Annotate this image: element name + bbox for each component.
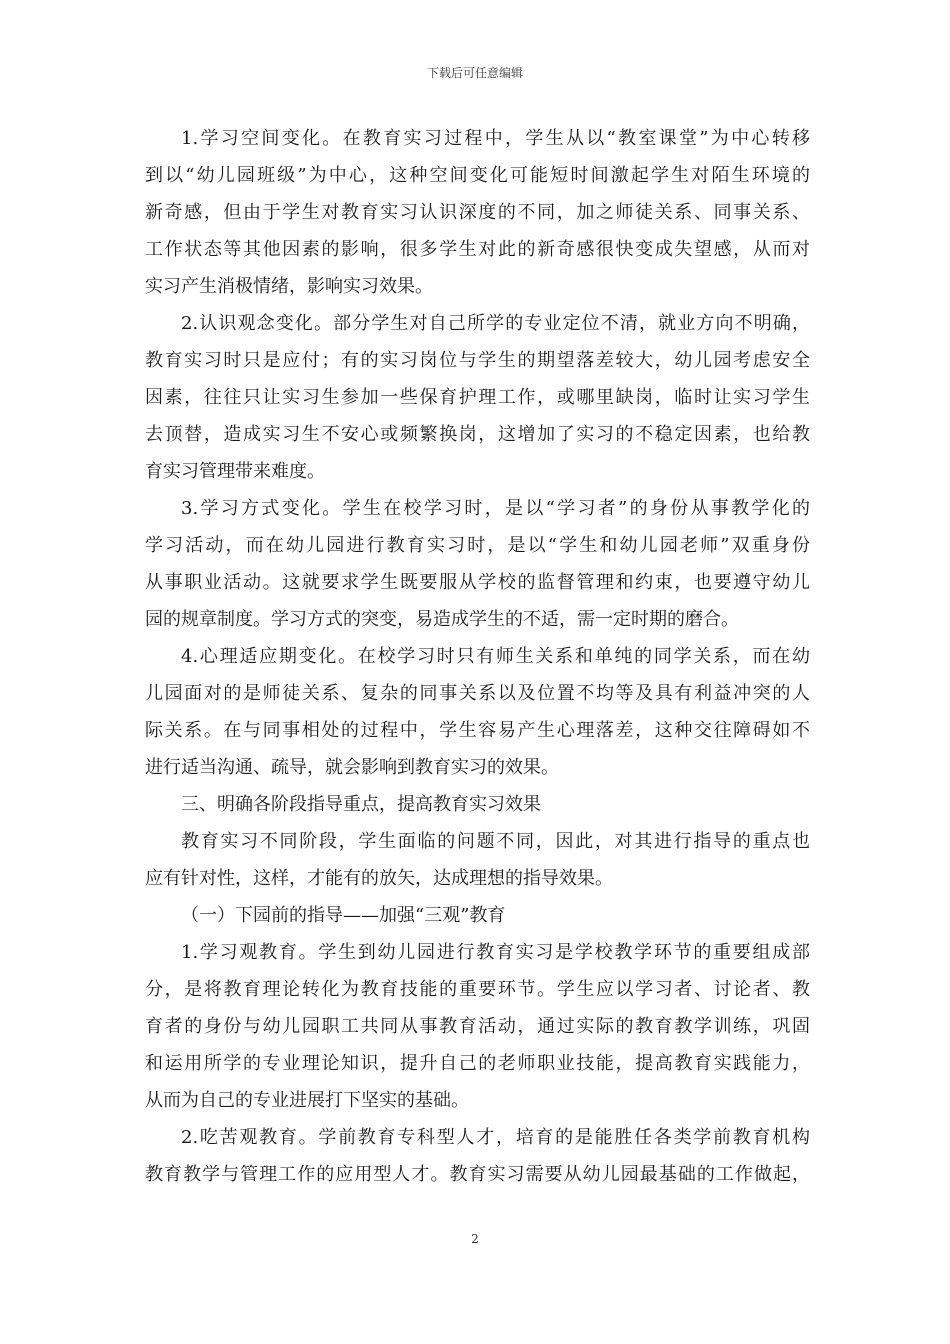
text-line: 4.心理适应期变化。在校学习时只有师生关系和单纯的同学关系，而在幼 <box>181 646 810 667</box>
text-line: 1.学习空间变化。在教育实习过程中，学生从以“教室课堂”为中心转移 <box>181 128 810 149</box>
text-line: 教育教学与管理工作的应用型人才。教育实习需要从幼儿园最基础的工作做起， <box>145 1164 810 1185</box>
text-line: 和运用所学的专业理论知识，提升自己的老师职业技能，提高教育实践能力， <box>145 1053 810 1074</box>
text-line: 从而为自己的专业进展打下坚实的基础。 <box>145 1090 469 1111</box>
page-number: 2 <box>471 1232 479 1246</box>
page-header: 下载后可任意编辑 <box>426 66 523 80</box>
text-line: 实习产生消极情绪，影响实习效果。 <box>145 276 433 297</box>
text-line: 园的规章制度。学习方式的突变，易造成学生的不适，需一定时期的磨合。 <box>145 609 739 630</box>
text-line: 新奇感，但由于学生对教育实习认识深度的不同，加之师徒关系、同事关系、 <box>145 202 810 223</box>
text-line: 儿园面对的是师徒关系、复杂的同事关系以及位置不均等及具有利益冲突的人 <box>145 683 810 704</box>
text-line: 进行适当沟通、疏导，就会影响到教育实习的效果。 <box>145 757 559 778</box>
text-line: 分，是将教育理论转化为教育技能的重要环节。学生应以学习者、讨论者、教 <box>145 979 810 1000</box>
text-line: 教育实习时只是应付；有的实习岗位与学生的期望落差较大，幼儿园考虑安全 <box>145 350 810 371</box>
text-line: 工作状态等其他因素的影响，很多学生对此的新奇感很快变成失望感，从而对 <box>145 239 810 260</box>
text-line: 育者的身份与幼儿园职工共同从事教育活动，通过实际的教育教学训练，巩固 <box>145 1016 810 1037</box>
text-line: 3.学习方式变化。学生在校学习时，是以“学习者”的身份从事教学化的 <box>181 498 810 519</box>
text-line: 2.吃苦观教育。学前教育专科型人才，培育的是能胜任各类学前教育机构 <box>181 1127 810 1148</box>
text-line: 2.认识观念变化。部分学生对自己所学的专业定位不清，就业方向不明确， <box>181 313 810 334</box>
text-line: （一）下园前的指导——加强“三观”教育 <box>181 905 506 926</box>
text-line: 学习活动，而在幼儿园进行教育实习时，是以“学生和幼儿园老师”双重身份 <box>145 535 810 556</box>
text-line: 应有针对性，这样，才能有的放矢，达成理想的指导效果。 <box>145 868 613 889</box>
text-line: 际关系。在与同事相处的过程中，学生容易产生心理落差，这种交往障碍如不 <box>145 720 810 741</box>
text-line: 三、明确各阶段指导重点，提高教育实习效果 <box>181 794 541 815</box>
text-line: 去顶替，造成实习生不安心或频繁换岗，这增加了实习的不稳定因素，也给教 <box>145 424 810 445</box>
text-line: 到以“幼儿园班级”为中心，这种空间变化可能短时间激起学生对陌生环境的 <box>145 165 810 186</box>
text-line: 教育实习不同阶段，学生面临的问题不同，因此，对其进行指导的重点也 <box>181 831 810 852</box>
text-line: 1.学习观教育。学生到幼儿园进行教育实习是学校教学环节的重要组成部 <box>181 942 810 963</box>
text-line: 从事职业活动。这就要求学生既要服从学校的监督管理和约束，也要遵守幼儿 <box>145 572 810 593</box>
text-line: 育实习管理带来难度。 <box>145 461 325 482</box>
document-body <box>145 120 810 1193</box>
text-line: 因素，往往只让实习生参加一些保育护理工作，或哪里缺岗，临时让实习学生 <box>145 387 810 408</box>
